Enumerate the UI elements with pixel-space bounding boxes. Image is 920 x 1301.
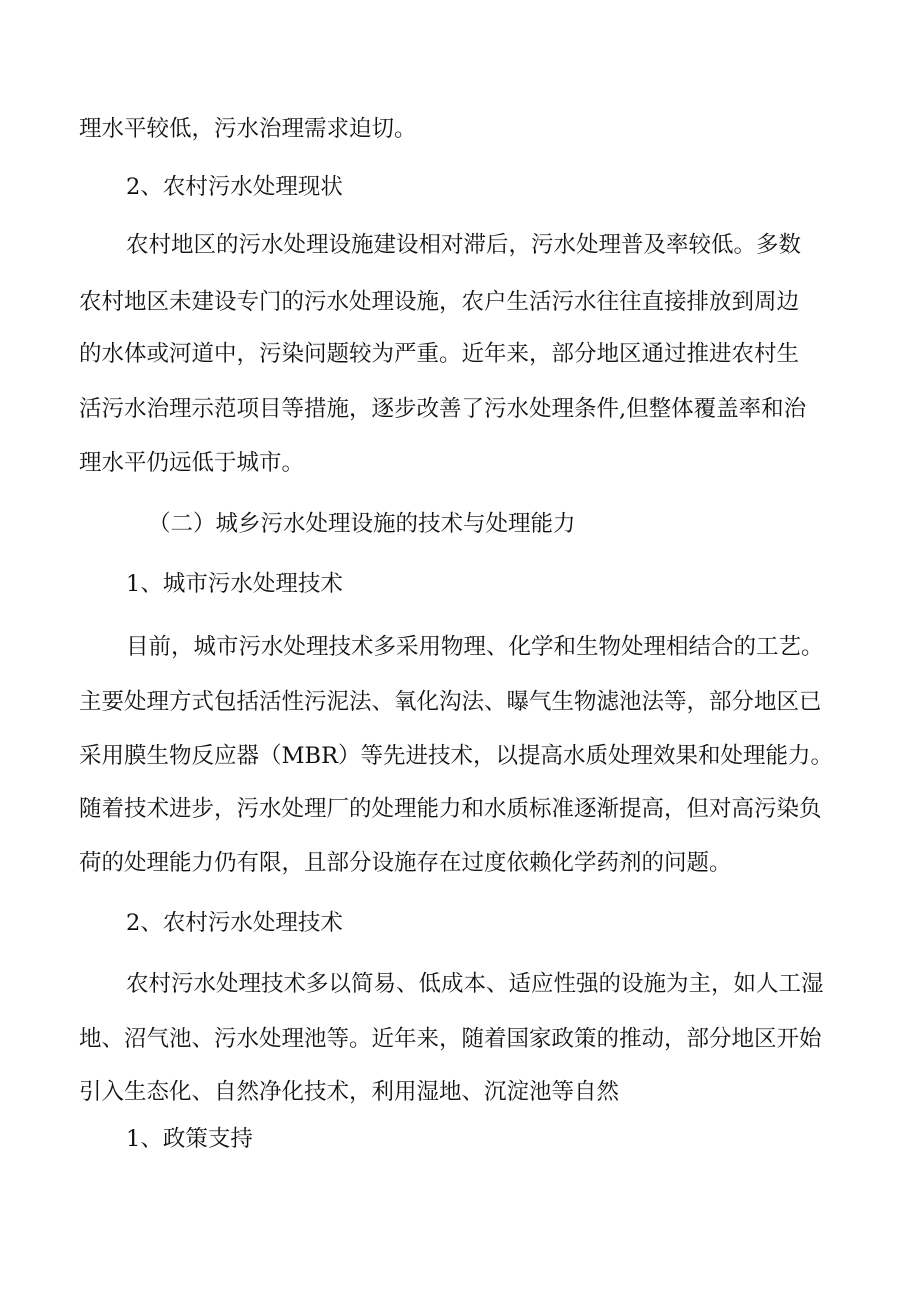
paragraph-line: 采用膜生物反应器（MBR）等先进技术，以提高水质处理效果和处理能力。 — [79, 743, 834, 769]
paragraph-line: 目前，城市污水处理技术多采用物理、化学和生物处理相结合的工艺。 — [126, 634, 824, 660]
paragraph-line: 地、沼气池、污水处理池等。近年来，随着国家政策的推动，部分地区开始 — [79, 1026, 822, 1052]
paragraph-line: 理水平仍远低于城市。 — [79, 450, 305, 476]
paragraph-line: 活污水治理示范项目等措施，逐步改善了污水处理条件,但整体覆盖率和治 — [79, 396, 807, 422]
section-heading: 2、农村污水处理现状 — [126, 174, 343, 200]
paragraph-line: 农村地区未建设专门的污水处理设施，农户生活污水往往直接排放到周边 — [79, 289, 800, 315]
paragraph-line: 农村地区的污水处理设施建设相对滞后，污水处理普及率较低。多数 — [126, 232, 802, 258]
paragraph-line: 引入生态化、自然净化技术，利用湿地、沉淀池等自然 — [79, 1079, 620, 1105]
paragraph-line: 理水平较低，污水治理需求迫切。 — [79, 116, 417, 142]
paragraph-line: 农村污水处理技术多以简易、低成本、适应性强的设施为主，如人工湿 — [126, 971, 824, 997]
paragraph-line: 的水体或河道中，污染问题较为严重。近年来，部分地区通过推进农村生 — [79, 341, 800, 367]
paragraph-line: 荷的处理能力仍有限，且部分设施存在过度依赖化学药剂的问题。 — [79, 850, 732, 876]
section-heading: 2、农村污水处理技术 — [126, 910, 343, 936]
section-heading: 1、政策支持 — [126, 1126, 253, 1152]
paragraph-line: 随着技术进步，污水处理厂的处理能力和水质标准逐渐提高，但对高污染负 — [79, 796, 822, 822]
chapter-heading: （二）城乡污水处理设施的技术与处理能力 — [148, 511, 576, 537]
paragraph-line: 主要处理方式包括活性污泥法、氧化沟法、曝气生物滤池法等，部分地区已 — [79, 689, 822, 715]
section-heading: 1、城市污水处理技术 — [126, 571, 343, 597]
